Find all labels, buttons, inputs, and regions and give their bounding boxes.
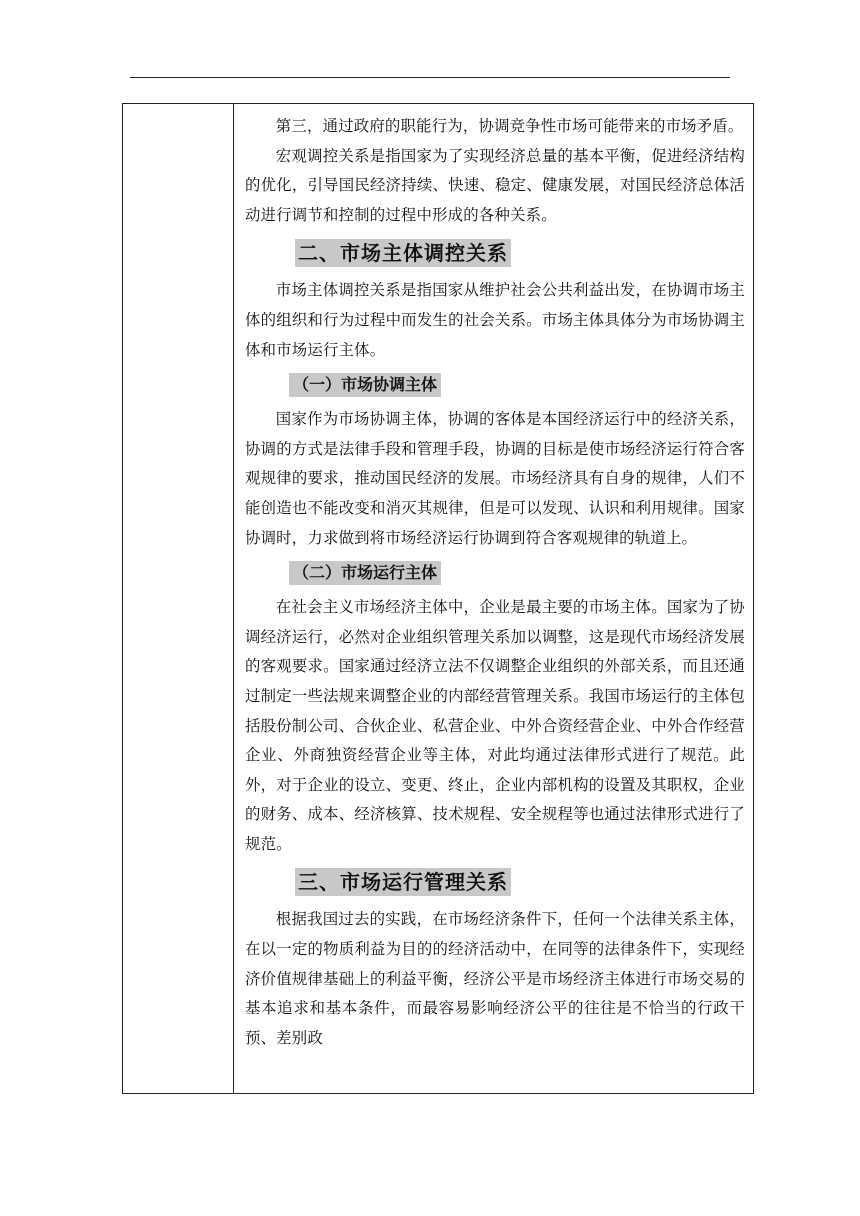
subsection-heading: （二）市场运行主体: [289, 561, 441, 585]
content-table: [122, 103, 754, 1094]
body-paragraph: 市场主体调控关系是指国家从维护社会公共利益出发，在协调市场主体的组织和行为过程中而发生的社会关系。市场主体具体分为市场协调主体和市场运行主体。: [245, 281, 745, 359]
header-rule: [130, 77, 730, 78]
subsection-heading: （一）市场协调主体: [289, 373, 441, 397]
body-paragraph: 在社会主义市场经济主体中，企业是最主要的市场主体。国家为了协调经济运行，必然对企业组织管理关系加以调整，这是现代市场经济发展的客观要求。国家通过经济立法不仅调整企业组织的外部关系，而且还通过制定一些法规来调整企业的内部经营管理关系。我国市场运行的主体包括股份制公司、合伙企业、私营企业、中外合资经营企业、中外合作经营企业、外商独资经营企业等主体，对此均通过法律形式进行了规范。此外，对于企业的设立、变更、终止，企业内部机构的设置及其职权，企业的财务、成本、经济核算、技术规程、安全规程等也通过法律形式进行了规范。: [245, 598, 745, 853]
section-heading: 二、市场主体调控关系: [295, 239, 511, 267]
section-heading: 三、市场运行管理关系: [295, 868, 511, 896]
body-paragraph: 宏观调控关系是指国家为了实现经济总量的基本平衡，促进经济结构的优化，引导国民经济持续、快速、稳定、健康发展，对国民经济总体活动进行调节和控制的过程中形成的各种关系。: [245, 146, 745, 224]
body-paragraph: 国家作为市场协调主体，协调的客体是本国经济运行中的经济关系，协调的方式是法律手段和管理手段，协调的目标是使市场经济运行符合客观规律的要求，推动国民经济的发展。市场经济具有自身的规律，人们不能创造也不能改变和消灭其规律，但是可以发现、认识和利用规律。国家协调时，力求做到将市场经济运行协调到符合客观规律的轨道上。: [245, 410, 745, 547]
left-column-cell: [123, 104, 234, 1093]
body-paragraph: 根据我国过去的实践，在市场经济条件下，任何一个法律关系主体，在以一定的物质利益为目的的经济活动中，在同等的法律条件下，实现经济价值规律基础上的利益平衡，经济公平是市场经济主体进行市场交易的基本追求和基本条件，而最容易影响经济公平的往往是不恰当的行政干预、差别政: [245, 910, 745, 1047]
body-paragraph: 第三，通过政府的职能行为，协调竞争性市场可能带来的市场矛盾。: [275, 117, 744, 135]
right-column-content: [245, 104, 745, 1053]
